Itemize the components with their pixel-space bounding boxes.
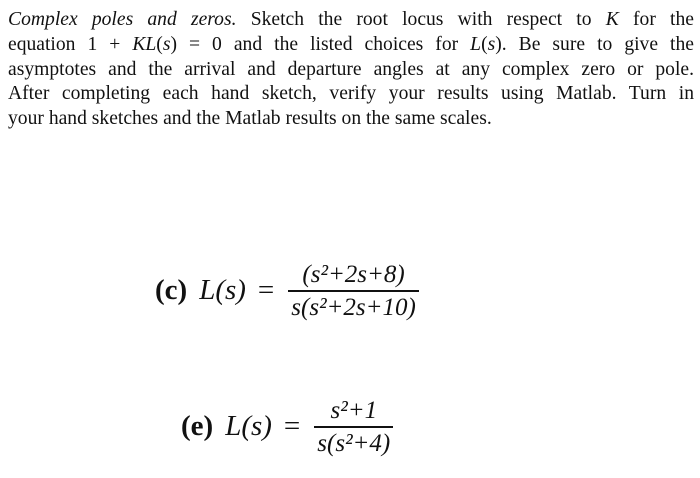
problem-line-4: After completing each hand sketch, verify your results using Matlab. Turn in: [8, 83, 694, 105]
problem-line-1-text: Sketch the root locus with respect to: [250, 9, 592, 30]
formula-label: (c): [155, 274, 188, 307]
formula-lhs: L(s): [225, 410, 272, 443]
fraction: [314, 398, 393, 456]
fraction-denominator: s(s²+4): [317, 429, 391, 457]
fraction: [288, 262, 419, 320]
formula-e: [181, 398, 393, 456]
fraction-numerator: (s²+2s+8): [302, 261, 405, 288]
fraction-denominator: s(s²+2s+10): [291, 293, 416, 321]
problem-line-1: Complex poles and zeros. Sketch the root locus with respect to K for the: [8, 9, 694, 30]
equals-sign: =: [283, 410, 301, 443]
problem-line-2: equation 1 + KL(s) = 0 and the listed choices for L(s). Be sure to give the: [8, 33, 694, 55]
problem-title: Complex poles and zeros.: [8, 9, 237, 30]
equals-sign: =: [257, 274, 275, 307]
problem-line-3: asymptotes and the arrival and departure angles at any complex zero or pole.: [8, 58, 694, 80]
problem-line-5: your hand sketches and the Matlab results on the same scales.: [8, 108, 492, 130]
formula-label: (e): [181, 410, 214, 443]
problem-statement: [8, 8, 694, 132]
fraction-numerator: s²+1: [330, 397, 378, 424]
formula-c: [155, 262, 419, 320]
formula-lhs: L(s): [199, 274, 246, 307]
